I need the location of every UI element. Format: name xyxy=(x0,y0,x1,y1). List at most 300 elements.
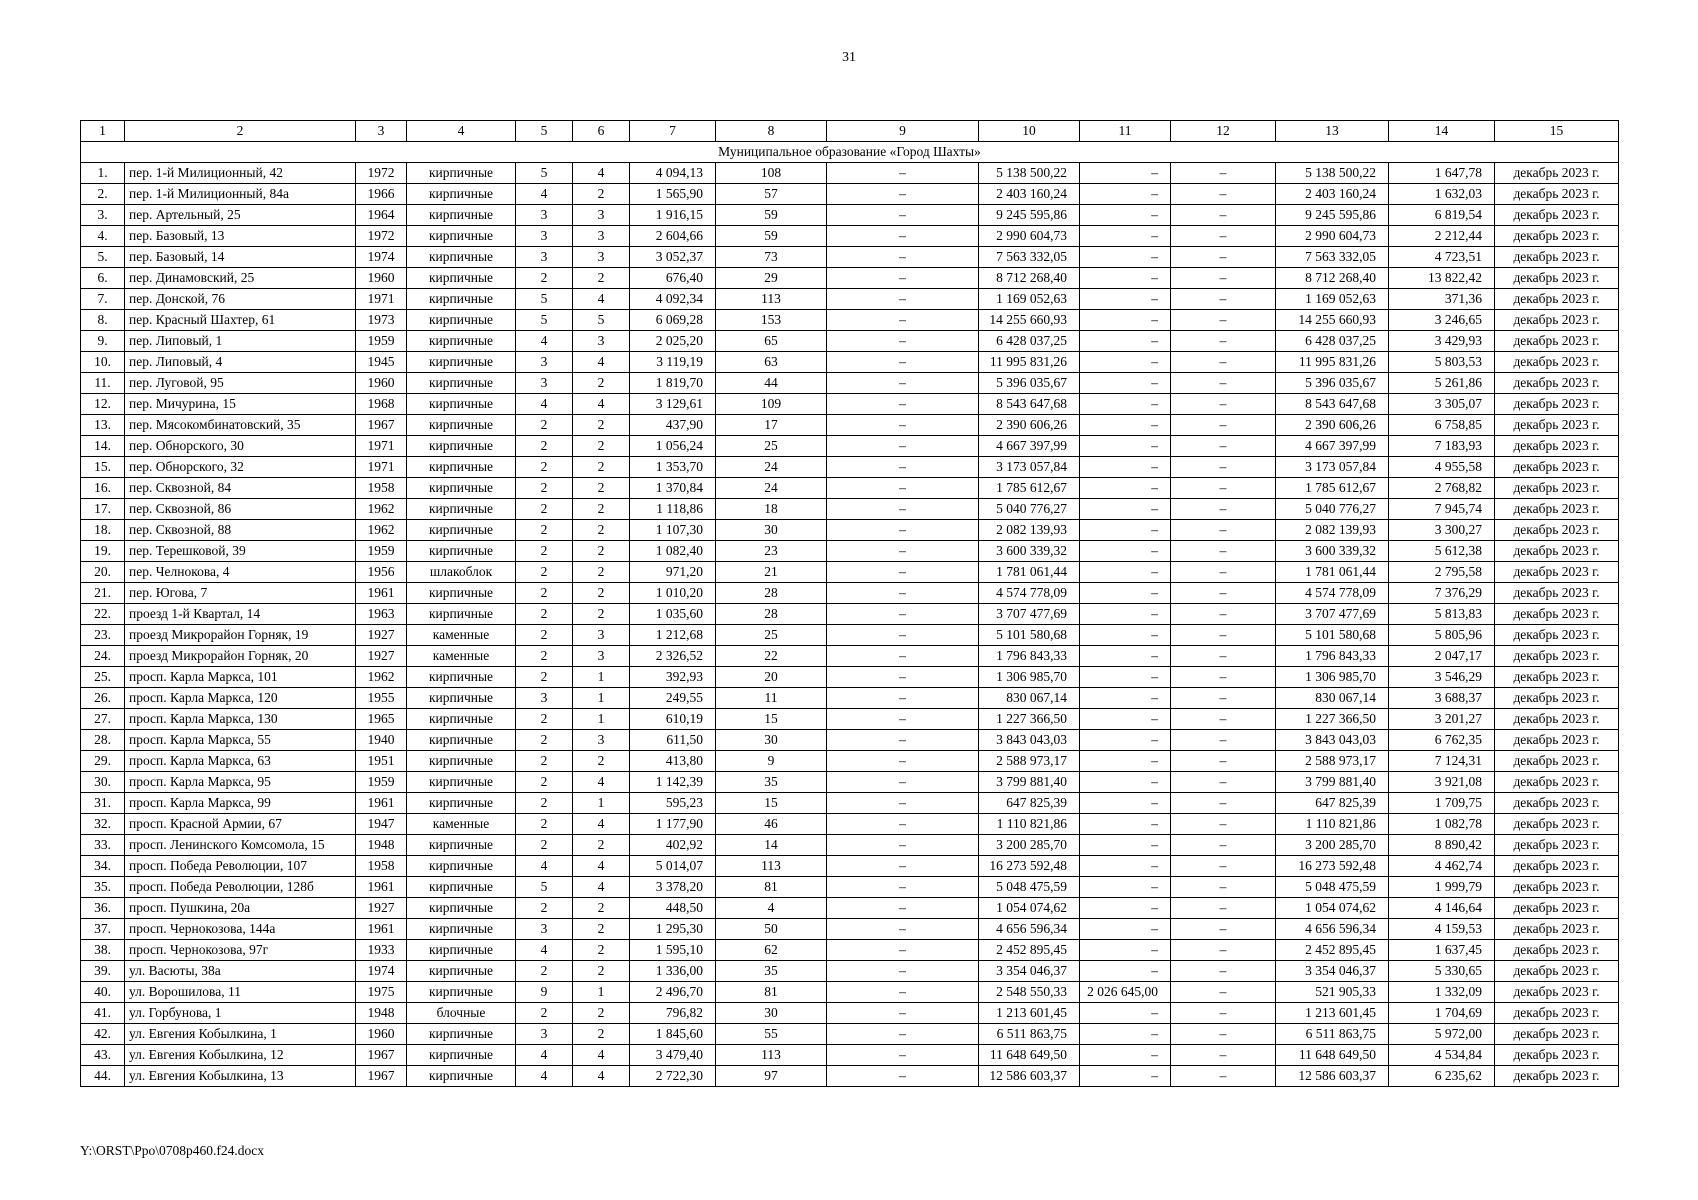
table-row xyxy=(81,898,1619,919)
cell-residents: 20 xyxy=(716,667,827,688)
cell-unit-cost: 3 201,27 xyxy=(1389,709,1495,730)
table-row xyxy=(81,1003,1619,1024)
cell-col-12: – xyxy=(1171,226,1276,247)
cell-row-number: 14. xyxy=(81,436,125,457)
cell-total-cost: 2 403 160,24 xyxy=(979,184,1080,205)
cell-wall-material: кирпичные xyxy=(407,268,516,289)
cell-residents: 46 xyxy=(716,814,827,835)
cell-unit-cost: 4 146,64 xyxy=(1389,898,1495,919)
cell-total-cost: 4 656 596,34 xyxy=(979,919,1080,940)
cell-col-9: – xyxy=(827,520,979,541)
cell-wall-material: каменные xyxy=(407,814,516,835)
cell-area: 1 118,86 xyxy=(630,499,716,520)
cell-col-9: – xyxy=(827,814,979,835)
cell-address: ул. Васюты, 38а xyxy=(125,961,356,982)
cell-floors: 9 xyxy=(516,982,573,1003)
cell-col-12: – xyxy=(1171,730,1276,751)
cell-cost-13: 3 707 477,69 xyxy=(1276,604,1389,625)
cell-year-built: 1968 xyxy=(356,394,407,415)
cell-entrances: 3 xyxy=(573,226,630,247)
cell-residents: 30 xyxy=(716,1003,827,1024)
cell-wall-material: кирпичные xyxy=(407,919,516,940)
cell-row-number: 34. xyxy=(81,856,125,877)
cell-wall-material: кирпичные xyxy=(407,184,516,205)
cell-col-12: – xyxy=(1171,898,1276,919)
cell-col-12: – xyxy=(1171,541,1276,562)
cell-area: 1 056,24 xyxy=(630,436,716,457)
file-path-footer: Y:\ORST\Ppo\0708p460.f24.docx xyxy=(80,1143,265,1158)
cell-year-built: 1963 xyxy=(356,604,407,625)
cell-row-number: 15. xyxy=(81,457,125,478)
cell-col-11: – xyxy=(1080,835,1171,856)
cell-col-12: – xyxy=(1171,604,1276,625)
cell-col-9: – xyxy=(827,583,979,604)
cell-year-built: 1971 xyxy=(356,436,407,457)
cell-area: 3 378,20 xyxy=(630,877,716,898)
cell-address: просп. Карла Маркса, 63 xyxy=(125,751,356,772)
cell-address: пер. Сквозной, 88 xyxy=(125,520,356,541)
cell-row-number: 37. xyxy=(81,919,125,940)
cell-deadline: декабрь 2023 г. xyxy=(1495,478,1619,499)
cell-address: ул. Евгения Кобылкина, 12 xyxy=(125,1045,356,1066)
table-row xyxy=(81,919,1619,940)
cell-unit-cost: 5 261,86 xyxy=(1389,373,1495,394)
cell-total-cost: 11 648 649,50 xyxy=(979,1045,1080,1066)
cell-wall-material: кирпичные xyxy=(407,730,516,751)
cell-year-built: 1960 xyxy=(356,373,407,394)
cell-col-9: – xyxy=(827,499,979,520)
cell-wall-material: кирпичные xyxy=(407,688,516,709)
cell-cost-13: 5 396 035,67 xyxy=(1276,373,1389,394)
cell-deadline: декабрь 2023 г. xyxy=(1495,835,1619,856)
cell-address: ул. Горбунова, 1 xyxy=(125,1003,356,1024)
cell-cost-13: 2 403 160,24 xyxy=(1276,184,1389,205)
cell-residents: 113 xyxy=(716,1045,827,1066)
cell-area: 4 092,34 xyxy=(630,289,716,310)
cell-col-9: – xyxy=(827,289,979,310)
cell-entrances: 4 xyxy=(573,1066,630,1087)
cell-cost-13: 2 082 139,93 xyxy=(1276,520,1389,541)
cell-col-9: – xyxy=(827,415,979,436)
cell-deadline: декабрь 2023 г. xyxy=(1495,394,1619,415)
cell-wall-material: кирпичные xyxy=(407,793,516,814)
cell-address: пер. Луговой, 95 xyxy=(125,373,356,394)
cell-area: 392,93 xyxy=(630,667,716,688)
cell-deadline: декабрь 2023 г. xyxy=(1495,205,1619,226)
cell-unit-cost: 1 647,78 xyxy=(1389,163,1495,184)
cell-col-12: – xyxy=(1171,814,1276,835)
cell-floors: 4 xyxy=(516,184,573,205)
column-number-row xyxy=(81,121,1619,142)
cell-area: 6 069,28 xyxy=(630,310,716,331)
cell-residents: 25 xyxy=(716,625,827,646)
cell-cost-13: 521 905,33 xyxy=(1276,982,1389,1003)
cell-col-12: – xyxy=(1171,1066,1276,1087)
cell-address: пер. Югова, 7 xyxy=(125,583,356,604)
cell-cost-13: 16 273 592,48 xyxy=(1276,856,1389,877)
cell-unit-cost: 1 709,75 xyxy=(1389,793,1495,814)
cell-col-11: – xyxy=(1080,520,1171,541)
cell-residents: 30 xyxy=(716,520,827,541)
cell-entrances: 2 xyxy=(573,184,630,205)
cell-year-built: 1927 xyxy=(356,646,407,667)
cell-total-cost: 3 843 043,03 xyxy=(979,730,1080,751)
cell-cost-13: 647 825,39 xyxy=(1276,793,1389,814)
cell-total-cost: 8 712 268,40 xyxy=(979,268,1080,289)
cell-area: 676,40 xyxy=(630,268,716,289)
cell-entrances: 2 xyxy=(573,373,630,394)
column-number-6: 6 xyxy=(573,121,630,142)
cell-deadline: декабрь 2023 г. xyxy=(1495,709,1619,730)
cell-wall-material: кирпичные xyxy=(407,331,516,352)
cell-area: 1 370,84 xyxy=(630,478,716,499)
cell-area: 3 052,37 xyxy=(630,247,716,268)
cell-entrances: 4 xyxy=(573,394,630,415)
cell-total-cost: 12 586 603,37 xyxy=(979,1066,1080,1087)
cell-floors: 2 xyxy=(516,478,573,499)
table-row xyxy=(81,646,1619,667)
cell-col-11: – xyxy=(1080,709,1171,730)
cell-address: пер. Обнорского, 30 xyxy=(125,436,356,457)
cell-entrances: 4 xyxy=(573,772,630,793)
cell-row-number: 10. xyxy=(81,352,125,373)
cell-col-11: – xyxy=(1080,499,1171,520)
column-number-14: 14 xyxy=(1389,121,1495,142)
cell-address: просп. Карла Маркса, 120 xyxy=(125,688,356,709)
cell-col-9: – xyxy=(827,961,979,982)
cell-deadline: декабрь 2023 г. xyxy=(1495,856,1619,877)
group-row xyxy=(81,142,1619,163)
cell-row-number: 17. xyxy=(81,499,125,520)
cell-col-11: – xyxy=(1080,541,1171,562)
cell-cost-13: 6 428 037,25 xyxy=(1276,331,1389,352)
cell-col-12: – xyxy=(1171,331,1276,352)
cell-row-number: 39. xyxy=(81,961,125,982)
cell-entrances: 4 xyxy=(573,856,630,877)
cell-col-9: – xyxy=(827,751,979,772)
cell-residents: 21 xyxy=(716,562,827,583)
cell-deadline: декабрь 2023 г. xyxy=(1495,541,1619,562)
cell-area: 1 107,30 xyxy=(630,520,716,541)
cell-address: ул. Евгения Кобылкина, 1 xyxy=(125,1024,356,1045)
cell-total-cost: 3 600 339,32 xyxy=(979,541,1080,562)
cell-row-number: 26. xyxy=(81,688,125,709)
column-number-15: 15 xyxy=(1495,121,1619,142)
table-row xyxy=(81,877,1619,898)
cell-floors: 4 xyxy=(516,1066,573,1087)
table-row xyxy=(81,793,1619,814)
cell-wall-material: кирпичные xyxy=(407,982,516,1003)
cell-residents: 109 xyxy=(716,394,827,415)
cell-year-built: 1955 xyxy=(356,688,407,709)
cell-row-number: 36. xyxy=(81,898,125,919)
cell-col-12: – xyxy=(1171,1045,1276,1066)
cell-total-cost: 6 428 037,25 xyxy=(979,331,1080,352)
cell-col-12: – xyxy=(1171,625,1276,646)
table-row xyxy=(81,688,1619,709)
cell-floors: 2 xyxy=(516,562,573,583)
table-row xyxy=(81,352,1619,373)
cell-year-built: 1960 xyxy=(356,1024,407,1045)
cell-deadline: декабрь 2023 г. xyxy=(1495,688,1619,709)
cell-entrances: 5 xyxy=(573,310,630,331)
cell-wall-material: кирпичные xyxy=(407,289,516,310)
cell-address: пер. Сквозной, 84 xyxy=(125,478,356,499)
cell-total-cost: 4 574 778,09 xyxy=(979,583,1080,604)
cell-entrances: 3 xyxy=(573,205,630,226)
cell-unit-cost: 3 305,07 xyxy=(1389,394,1495,415)
housing-table xyxy=(80,120,1619,1087)
cell-unit-cost: 3 300,27 xyxy=(1389,520,1495,541)
table-row xyxy=(81,961,1619,982)
column-number-10: 10 xyxy=(979,121,1080,142)
cell-floors: 2 xyxy=(516,814,573,835)
cell-unit-cost: 6 235,62 xyxy=(1389,1066,1495,1087)
cell-floors: 5 xyxy=(516,163,573,184)
cell-area: 1 595,10 xyxy=(630,940,716,961)
table-row xyxy=(81,415,1619,436)
cell-entrances: 2 xyxy=(573,604,630,625)
cell-entrances: 4 xyxy=(573,289,630,310)
table-row xyxy=(81,205,1619,226)
table-row xyxy=(81,436,1619,457)
cell-wall-material: кирпичные xyxy=(407,205,516,226)
cell-row-number: 43. xyxy=(81,1045,125,1066)
cell-residents: 50 xyxy=(716,919,827,940)
cell-residents: 17 xyxy=(716,415,827,436)
cell-col-12: – xyxy=(1171,583,1276,604)
cell-row-number: 30. xyxy=(81,772,125,793)
cell-address: ул. Евгения Кобылкина, 13 xyxy=(125,1066,356,1087)
cell-total-cost: 1 306 985,70 xyxy=(979,667,1080,688)
cell-unit-cost: 2 795,58 xyxy=(1389,562,1495,583)
cell-cost-13: 12 586 603,37 xyxy=(1276,1066,1389,1087)
cell-col-9: – xyxy=(827,457,979,478)
table-row xyxy=(81,247,1619,268)
cell-wall-material: кирпичные xyxy=(407,352,516,373)
cell-col-9: – xyxy=(827,331,979,352)
table-row xyxy=(81,730,1619,751)
cell-unit-cost: 7 945,74 xyxy=(1389,499,1495,520)
cell-floors: 3 xyxy=(516,688,573,709)
cell-col-12: – xyxy=(1171,373,1276,394)
cell-year-built: 1965 xyxy=(356,709,407,730)
cell-col-9: – xyxy=(827,793,979,814)
cell-residents: 22 xyxy=(716,646,827,667)
page-number: 31 xyxy=(842,50,856,65)
cell-col-9: – xyxy=(827,1003,979,1024)
cell-col-11: – xyxy=(1080,331,1171,352)
column-number-13: 13 xyxy=(1276,121,1389,142)
cell-area: 1 177,90 xyxy=(630,814,716,835)
cell-area: 1 295,30 xyxy=(630,919,716,940)
cell-deadline: декабрь 2023 г. xyxy=(1495,667,1619,688)
group-title: Муниципальное образование «Город Шахты» xyxy=(81,142,1619,163)
cell-wall-material: кирпичные xyxy=(407,877,516,898)
cell-deadline: декабрь 2023 г. xyxy=(1495,415,1619,436)
cell-col-11: – xyxy=(1080,961,1171,982)
cell-floors: 3 xyxy=(516,205,573,226)
cell-cost-13: 1 054 074,62 xyxy=(1276,898,1389,919)
cell-wall-material: каменные xyxy=(407,646,516,667)
cell-residents: 9 xyxy=(716,751,827,772)
cell-year-built: 1948 xyxy=(356,1003,407,1024)
cell-deadline: декабрь 2023 г. xyxy=(1495,940,1619,961)
cell-area: 3 479,40 xyxy=(630,1045,716,1066)
cell-unit-cost: 3 429,93 xyxy=(1389,331,1495,352)
cell-row-number: 23. xyxy=(81,625,125,646)
cell-year-built: 1951 xyxy=(356,751,407,772)
cell-area: 2 722,30 xyxy=(630,1066,716,1087)
cell-col-9: – xyxy=(827,625,979,646)
cell-unit-cost: 13 822,42 xyxy=(1389,268,1495,289)
cell-floors: 3 xyxy=(516,352,573,373)
cell-row-number: 9. xyxy=(81,331,125,352)
cell-entrances: 3 xyxy=(573,625,630,646)
cell-col-12: – xyxy=(1171,877,1276,898)
cell-deadline: декабрь 2023 г. xyxy=(1495,646,1619,667)
cell-col-9: – xyxy=(827,268,979,289)
cell-area: 402,92 xyxy=(630,835,716,856)
cell-area: 4 094,13 xyxy=(630,163,716,184)
cell-floors: 3 xyxy=(516,373,573,394)
cell-col-12: – xyxy=(1171,1003,1276,1024)
cell-col-12: – xyxy=(1171,247,1276,268)
cell-residents: 63 xyxy=(716,352,827,373)
table-row xyxy=(81,163,1619,184)
cell-address: проезд 1-й Квартал, 14 xyxy=(125,604,356,625)
cell-deadline: декабрь 2023 г. xyxy=(1495,436,1619,457)
table-row xyxy=(81,751,1619,772)
cell-floors: 2 xyxy=(516,541,573,562)
cell-row-number: 44. xyxy=(81,1066,125,1087)
cell-floors: 2 xyxy=(516,751,573,772)
cell-address: проезд Микрорайон Горняк, 19 xyxy=(125,625,356,646)
cell-year-built: 1971 xyxy=(356,289,407,310)
cell-col-9: – xyxy=(827,898,979,919)
column-number-9: 9 xyxy=(827,121,979,142)
cell-col-9: – xyxy=(827,541,979,562)
cell-col-11: – xyxy=(1080,751,1171,772)
cell-cost-13: 3 799 881,40 xyxy=(1276,772,1389,793)
cell-wall-material: кирпичные xyxy=(407,247,516,268)
cell-floors: 5 xyxy=(516,289,573,310)
cell-deadline: декабрь 2023 г. xyxy=(1495,373,1619,394)
cell-total-cost: 1 785 612,67 xyxy=(979,478,1080,499)
cell-wall-material: кирпичные xyxy=(407,436,516,457)
cell-wall-material: кирпичные xyxy=(407,415,516,436)
cell-residents: 25 xyxy=(716,436,827,457)
cell-address: пер. Красный Шахтер, 61 xyxy=(125,310,356,331)
document-table-wrapper xyxy=(80,120,1618,1087)
cell-unit-cost: 5 813,83 xyxy=(1389,604,1495,625)
table-row xyxy=(81,184,1619,205)
cell-col-11: – xyxy=(1080,856,1171,877)
cell-deadline: декабрь 2023 г. xyxy=(1495,604,1619,625)
cell-col-12: – xyxy=(1171,415,1276,436)
cell-deadline: декабрь 2023 г. xyxy=(1495,772,1619,793)
table-row xyxy=(81,289,1619,310)
cell-wall-material: кирпичные xyxy=(407,226,516,247)
cell-area: 1 353,70 xyxy=(630,457,716,478)
cell-wall-material: кирпичные xyxy=(407,772,516,793)
cell-row-number: 20. xyxy=(81,562,125,583)
table-row xyxy=(81,856,1619,877)
cell-deadline: декабрь 2023 г. xyxy=(1495,625,1619,646)
cell-year-built: 1975 xyxy=(356,982,407,1003)
cell-wall-material: кирпичные xyxy=(407,667,516,688)
cell-col-11: – xyxy=(1080,877,1171,898)
cell-floors: 2 xyxy=(516,793,573,814)
cell-total-cost: 2 452 895,45 xyxy=(979,940,1080,961)
cell-year-built: 1967 xyxy=(356,1066,407,1087)
cell-floors: 2 xyxy=(516,436,573,457)
cell-deadline: декабрь 2023 г. xyxy=(1495,961,1619,982)
cell-entrances: 2 xyxy=(573,436,630,457)
cell-floors: 2 xyxy=(516,646,573,667)
cell-residents: 62 xyxy=(716,940,827,961)
cell-entrances: 2 xyxy=(573,898,630,919)
cell-cost-13: 8 543 647,68 xyxy=(1276,394,1389,415)
cell-col-11: – xyxy=(1080,289,1171,310)
cell-residents: 35 xyxy=(716,772,827,793)
cell-unit-cost: 3 546,29 xyxy=(1389,667,1495,688)
cell-unit-cost: 6 762,35 xyxy=(1389,730,1495,751)
cell-residents: 15 xyxy=(716,709,827,730)
cell-year-built: 1960 xyxy=(356,268,407,289)
cell-year-built: 1958 xyxy=(356,478,407,499)
cell-unit-cost: 1 704,69 xyxy=(1389,1003,1495,1024)
cell-residents: 29 xyxy=(716,268,827,289)
cell-deadline: декабрь 2023 г. xyxy=(1495,520,1619,541)
cell-year-built: 1966 xyxy=(356,184,407,205)
cell-total-cost: 1 110 821,86 xyxy=(979,814,1080,835)
cell-year-built: 1972 xyxy=(356,163,407,184)
cell-col-11: – xyxy=(1080,163,1171,184)
cell-unit-cost: 2 212,44 xyxy=(1389,226,1495,247)
cell-cost-13: 1 781 061,44 xyxy=(1276,562,1389,583)
cell-cost-13: 1 213 601,45 xyxy=(1276,1003,1389,1024)
cell-col-9: – xyxy=(827,1066,979,1087)
cell-col-12: – xyxy=(1171,709,1276,730)
cell-area: 595,23 xyxy=(630,793,716,814)
cell-deadline: декабрь 2023 г. xyxy=(1495,730,1619,751)
cell-year-built: 1961 xyxy=(356,919,407,940)
cell-cost-13: 11 648 649,50 xyxy=(1276,1045,1389,1066)
cell-col-11: – xyxy=(1080,352,1171,373)
cell-row-number: 8. xyxy=(81,310,125,331)
cell-row-number: 3. xyxy=(81,205,125,226)
cell-wall-material: кирпичные xyxy=(407,310,516,331)
cell-residents: 81 xyxy=(716,982,827,1003)
cell-cost-13: 4 656 596,34 xyxy=(1276,919,1389,940)
cell-residents: 59 xyxy=(716,226,827,247)
cell-col-9: – xyxy=(827,184,979,205)
cell-floors: 4 xyxy=(516,331,573,352)
cell-address: просп. Ленинского Комсомола, 15 xyxy=(125,835,356,856)
cell-col-12: – xyxy=(1171,961,1276,982)
cell-floors: 4 xyxy=(516,940,573,961)
cell-address: пер. Терешковой, 39 xyxy=(125,541,356,562)
cell-area: 448,50 xyxy=(630,898,716,919)
cell-entrances: 4 xyxy=(573,163,630,184)
cell-year-built: 1958 xyxy=(356,856,407,877)
cell-floors: 2 xyxy=(516,457,573,478)
cell-row-number: 27. xyxy=(81,709,125,730)
cell-row-number: 35. xyxy=(81,877,125,898)
cell-row-number: 11. xyxy=(81,373,125,394)
cell-year-built: 1940 xyxy=(356,730,407,751)
